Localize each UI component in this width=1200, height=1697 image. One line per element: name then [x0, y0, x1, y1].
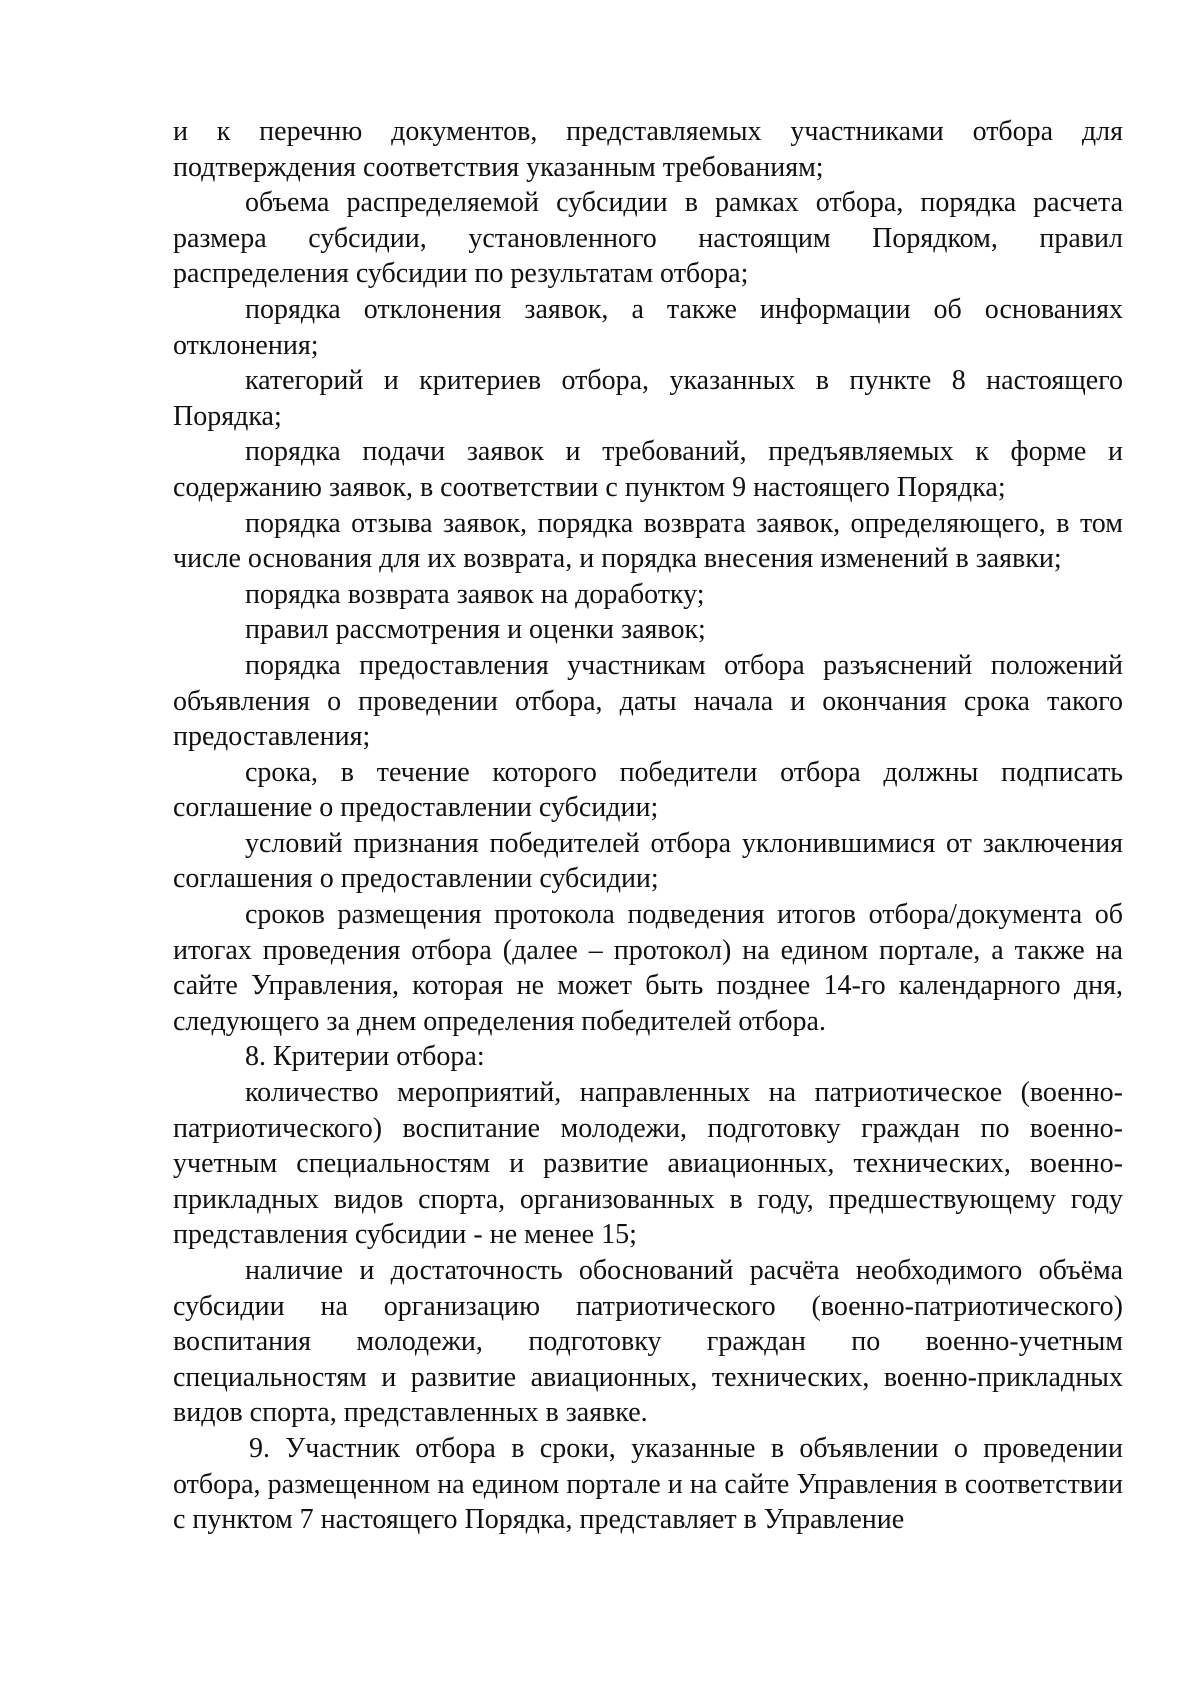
- paragraph-subsidy-volume: объема распределяемой субсидии в рамках отбора, порядка расчета размера субсидии, установленного настоящим Порядком, правил распределения субсидии по результатам отбора;: [173, 187, 1123, 290]
- paragraph-rejection-order: порядка отклонения заявок, а также информации об основаниях отклонения;: [173, 293, 1123, 361]
- section-heading-criteria: 8. Критерии отбора:: [245, 1041, 485, 1073]
- paragraph-submission-order: порядка подачи заявок и требований, предъявляемых к форме и содержанию заявок, в соответствии с пунктом 9 настоящего Порядка;: [173, 436, 1123, 503]
- paragraph-signing-deadline: срока, в течение которого победители отбора должны подписать соглашение о предоставлении субсидии;: [173, 756, 1123, 824]
- paragraph-clarifications: порядка предоставления участникам отбора разъяснений положений объявления о проведении отбора, даты начала и окончания срока такого предоставления;: [173, 649, 1123, 753]
- paragraph-evasion-conditions: условий признания победителей отбора уклонившимися от заключения соглашения о предоставлении субсидии;: [173, 827, 1123, 895]
- paragraph-return-for-revision: порядка возврата заявок на доработку;: [245, 578, 705, 610]
- paragraph-documents-list: и к перечню документов, представляемых участниками отбора для подтверждения соответствия указанным требованиям;: [173, 116, 1123, 183]
- paragraph-categories-criteria: категорий и критериев отбора, указанных в пункте 8 настоящего Порядка;: [173, 365, 1123, 432]
- paragraph-review-rules: правил рассмотрения и оценки заявок;: [245, 614, 706, 646]
- paragraph-criterion-justification: наличие и достаточность обоснований расчёта необходимого объёма субсидии на организацию патриотического (военно-патриотического) воспитания молодежи, подготовку граждан по военно-учетным специальностям и развитие авиационных, технических, военно-прикладных видов спорта, представленных в заявке.: [173, 1255, 1123, 1429]
- document-body: [173, 114, 1123, 1538]
- paragraph-withdrawal-order: порядка отзыва заявок, порядка возврата заявок, определяющего, в том числе основания для их возврата, и порядка внесения изменений в заявки;: [173, 507, 1123, 575]
- paragraph-protocol-deadlines: сроков размещения протокола подведения итогов отбора/документа об итогах проведения отбора (далее – протокол) на едином портале, а также на сайте Управления, которая не может быть позднее 14-го календарного дня, следующего за днем определения победителей отбора.: [173, 899, 1123, 1037]
- paragraph-criterion-events: количество мероприятий, направленных на патриотическое (военно-патриотического) воспитание молодежи, подготовку граждан по военно-учетным специальностям и развитие авиационных, технических, военно-прикладных видов спорта, организованных в году, предшествующему году представления субсидии - не менее 15;: [173, 1077, 1123, 1251]
- paragraph-section-9: 9. Участник отбора в сроки, указанные в объявлении о проведении отбора, размещенном на едином портале и на сайте Управления в соответствии с пунктом 7 настоящего Порядка, представляет в Управление: [173, 1432, 1123, 1536]
